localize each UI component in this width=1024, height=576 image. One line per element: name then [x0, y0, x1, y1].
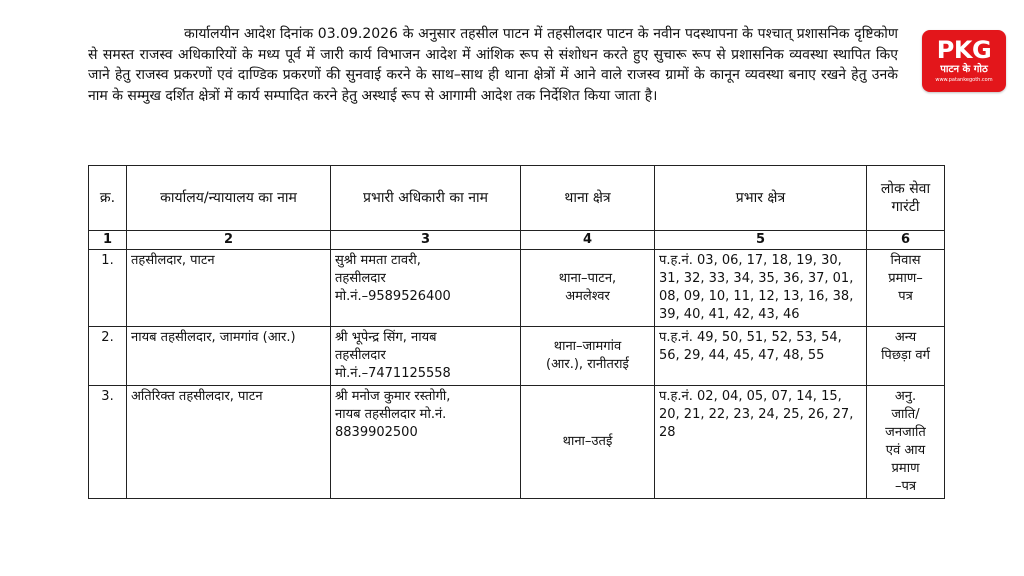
officer-line: मो.नं.–7471125558: [335, 366, 451, 381]
row-service: [867, 250, 945, 327]
officer-line: तहसीलदार: [335, 271, 386, 286]
table-header-row: [89, 166, 945, 231]
row-officer: [331, 250, 521, 327]
row-officer: [331, 327, 521, 386]
table-row: [89, 327, 945, 386]
row-serial: 3.: [89, 386, 127, 499]
row-office: नायब तहसीलदार, जामगांव (आर.): [127, 327, 331, 386]
table-row: [89, 250, 945, 327]
header-thana: थाना क्षेत्र: [521, 166, 655, 231]
column-number: 3: [331, 231, 521, 250]
service-line: जाति/: [891, 407, 920, 422]
order-paragraph: [88, 24, 898, 106]
service-line: पत्र: [898, 289, 913, 304]
row-office: तहसीलदार, पाटन: [127, 250, 331, 327]
row-thana: [521, 327, 655, 386]
service-line: एवं आय: [885, 443, 926, 458]
logo-mark: PKG: [936, 36, 992, 64]
officer-line: मो.नं.–9589526400: [335, 289, 451, 304]
column-number: 5: [655, 231, 867, 250]
officer-line: 8839902500: [335, 425, 418, 440]
thana-line: थाना–पाटन,: [558, 271, 617, 286]
service-line: जनजाति: [885, 425, 926, 440]
officer-line: सुश्री ममता टावरी,: [335, 253, 421, 268]
row-office: अतिरिक्त तहसीलदार, पाटन: [127, 386, 331, 499]
service-line: पिछड़ा वर्ग: [881, 348, 930, 363]
officer-line: श्री भूपेन्द्र सिंग, नायब: [335, 330, 437, 345]
officer-line: श्री मनोज कुमार रस्तोगी,: [335, 389, 451, 404]
officer-line: तहसीलदार: [335, 348, 386, 363]
thana-line: अमलेश्वर: [565, 289, 610, 304]
column-number-row: [89, 231, 945, 250]
row-thana: [521, 386, 655, 499]
pkg-logo: [922, 30, 1006, 92]
table-row: [89, 386, 945, 499]
column-number: 1: [89, 231, 127, 250]
column-number: 2: [127, 231, 331, 250]
officer-line: नायब तहसीलदार मो.नं.: [335, 407, 447, 422]
service-line: प्रमाण–: [888, 271, 923, 286]
column-number: 6: [867, 231, 945, 250]
logo-tagline: पाटन के गोठ: [940, 64, 988, 75]
row-serial: 1.: [89, 250, 127, 327]
paragraph-first-line: कार्यालयीन आदेश दिनांक 03.09.2026 के अनुसार तहसील पाटन में तहसीलदार पाटन के नवीन पदस्थापना के: [184, 26, 753, 42]
column-number: 4: [521, 231, 655, 250]
thana-line: थाना–उतई: [562, 434, 613, 449]
row-charge: प.ह.नं. 03, 06, 17, 18, 19, 30, 31, 32, 33, 34, 35, 36, 37, 01, 08, 09, 10, 11, 12, 13, 16, 38, 39, 40, 41, 42, 43, 46: [655, 250, 867, 327]
header-service: लोक सेवा गारंटी: [867, 166, 945, 231]
logo-url: www.patankegoth.com: [935, 77, 993, 83]
thana-line: (आर.), रानीतराई: [546, 357, 629, 372]
header-office: कार्यालय/न्यायालय का नाम: [127, 166, 331, 231]
service-line: निवास: [890, 253, 921, 268]
row-charge: प.ह.नं. 02, 04, 05, 07, 14, 15, 20, 21, 22, 23, 24, 25, 26, 27, 28: [655, 386, 867, 499]
header-serial: क्र.: [89, 166, 127, 231]
service-line: प्रमाण: [891, 461, 920, 476]
row-thana: [521, 250, 655, 327]
service-line: अनु.: [894, 389, 917, 404]
row-service: [867, 327, 945, 386]
service-line: –पत्र: [894, 479, 917, 494]
paragraph-body: पश्चात् प्रशासनिक दृष्टिकोण से समस्त राजस्व अधिकारियों के मध्य पूर्व में जारी कार्य विभाजन आदेश में आंशिक रूप से संशोधन करते हुए सुचारू रूप से प्रशासनिक व्यवस्था स्थापित किए जाने हेतु राजस्व प्रकरणों एवं दाण्डिक प्रकरणों की सुनवाई करने के साथ–साथ ही थाना क्षेत्रों में आने वाले राजस्व ग्रामों के कानून व्यवस्था बनाए रखने हेतु उनके नाम के सम्मुख दर्शित क्षेत्रों में कार्य सम्पादित करने हेतु अस्थाई रूप से आगामी आदेश तक निर्देशित किया जाता है।: [88, 26, 898, 104]
header-officer: प्रभारी अधिकारी का नाम: [331, 166, 521, 231]
row-service: [867, 386, 945, 499]
thana-line: थाना–जामगांव: [553, 339, 622, 354]
row-charge: प.ह.नं. 49, 50, 51, 52, 53, 54, 56, 29, 44, 45, 47, 48, 55: [655, 327, 867, 386]
row-serial: 2.: [89, 327, 127, 386]
service-line: अन्य: [894, 330, 917, 345]
work-allocation-table: [88, 165, 945, 499]
row-officer: [331, 386, 521, 499]
header-charge: प्रभार क्षेत्र: [655, 166, 867, 231]
